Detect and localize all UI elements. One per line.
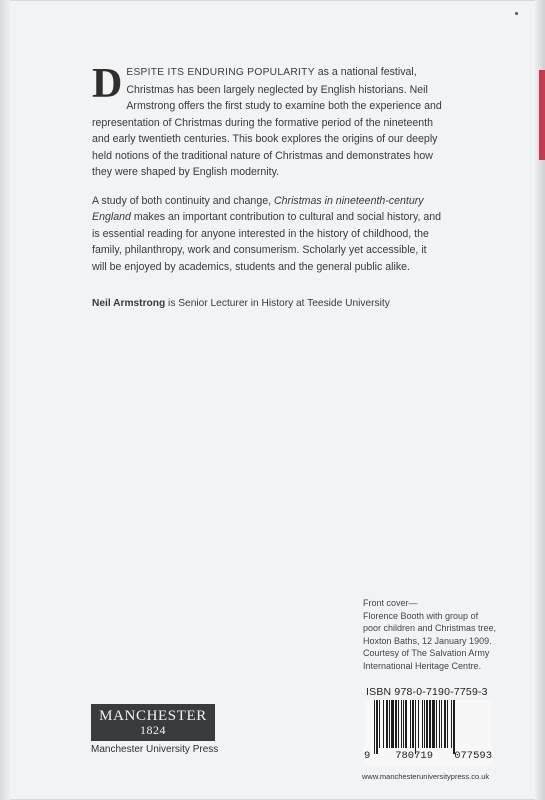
barcode-digit-group-1: 780719: [395, 750, 433, 762]
credit-line: Hoxton Baths, 12 January 1909.: [363, 635, 492, 646]
barcode-bar: [447, 700, 448, 748]
blurb-paragraph-2: [92, 193, 442, 276]
author-bio-text: is Senior Lecturer in History at Teeside University: [165, 298, 390, 309]
credit-line: International Heritage Centre.: [363, 660, 482, 671]
barcode-bar: [415, 700, 416, 754]
red-tab-mark: [539, 70, 545, 160]
blurb-paragraph-1: [92, 61, 442, 181]
barcode-bar: [426, 700, 428, 748]
barcode-bar: [429, 700, 431, 748]
opening-small-caps: ESPITE ITS ENDURING POPULARITY: [126, 67, 315, 78]
barcode-bar: [379, 700, 380, 748]
barcode-bar: [441, 700, 442, 748]
barcode-bar: [436, 700, 437, 748]
barcode-bar: [389, 700, 390, 748]
cover-credit: [363, 597, 503, 672]
barcode-bar: [432, 700, 435, 748]
cover-left-edge: [0, 0, 10, 800]
blurb: [92, 61, 442, 287]
barcode-bar: [386, 700, 388, 748]
barcode-bar: [403, 700, 404, 748]
publisher-name: Manchester University Press: [91, 744, 219, 755]
barcode-bar: [422, 700, 423, 748]
barcode-bar: [383, 700, 384, 748]
credit-line: Florence Booth with group of: [363, 610, 479, 621]
barcode-bar: [391, 700, 394, 748]
barcode-bar: [410, 700, 411, 748]
barcode-bar: [405, 700, 407, 748]
drop-cap: D: [92, 61, 123, 107]
barcode-bar: [401, 700, 402, 748]
credit-line: poor children and Christmas tree,: [363, 623, 497, 633]
barcode-bar: [418, 700, 419, 748]
barcode-bar: [453, 700, 455, 754]
publisher-url: www.manchesteruniversitypress.co.uk: [362, 772, 490, 781]
blurb-paragraph-2-after: makes an important contribution to cultural and social history, and is essential reading for anyone interested in the history of childhood, the family, philanthropy, work and consumerism. Scholarly yet accessible, it will be enjoyed by academics, students and the general public alike.: [92, 211, 442, 273]
author-name: Neil Armstrong: [92, 298, 166, 309]
barcode-bar: [424, 700, 425, 748]
speck: [515, 12, 518, 15]
blurb-paragraph-2-before: A study of both continuity and change,: [92, 194, 274, 207]
logo-year: 1824: [140, 723, 166, 737]
book-title-italic: Christmas in nineteenth-century England: [92, 194, 424, 223]
barcode-bar: [412, 700, 414, 748]
credit-line: Front cover—: [363, 598, 418, 608]
logo-name: MANCHESTER: [99, 708, 207, 724]
barcode-bar: [376, 700, 378, 754]
barcode-bar: [444, 700, 446, 748]
publisher-logo: [91, 704, 215, 741]
barcode-bar: [374, 700, 375, 754]
barcode-digit-prefix: 9: [364, 750, 371, 762]
barcode-bars: [364, 700, 492, 754]
barcode-bar: [439, 700, 440, 748]
author-bio: [92, 298, 390, 309]
barcode-digits: [364, 750, 492, 762]
barcode: [364, 700, 492, 766]
barcode-bar: [451, 700, 452, 748]
credit-line: Courtesy of The Salvation Army: [363, 648, 490, 658]
barcode-digit-group-2: 077593: [454, 750, 492, 762]
barcode-bar: [398, 700, 399, 748]
barcode-bar: [395, 700, 397, 748]
blurb-paragraph-1-text: as a national festival, Christmas has been largely neglected by English historians. Neil Armstrong offers the first study to examine both the experience and representation of Christmas during the formative period of the nineteenth and early twentieth centuries. This book explores the origins of our deeply held notions of the traditional nature of Christmas and demonstrates how they were shaped by English modernity.: [92, 66, 442, 178]
isbn-label: ISBN 978-0-7190-7759-3: [366, 686, 488, 698]
